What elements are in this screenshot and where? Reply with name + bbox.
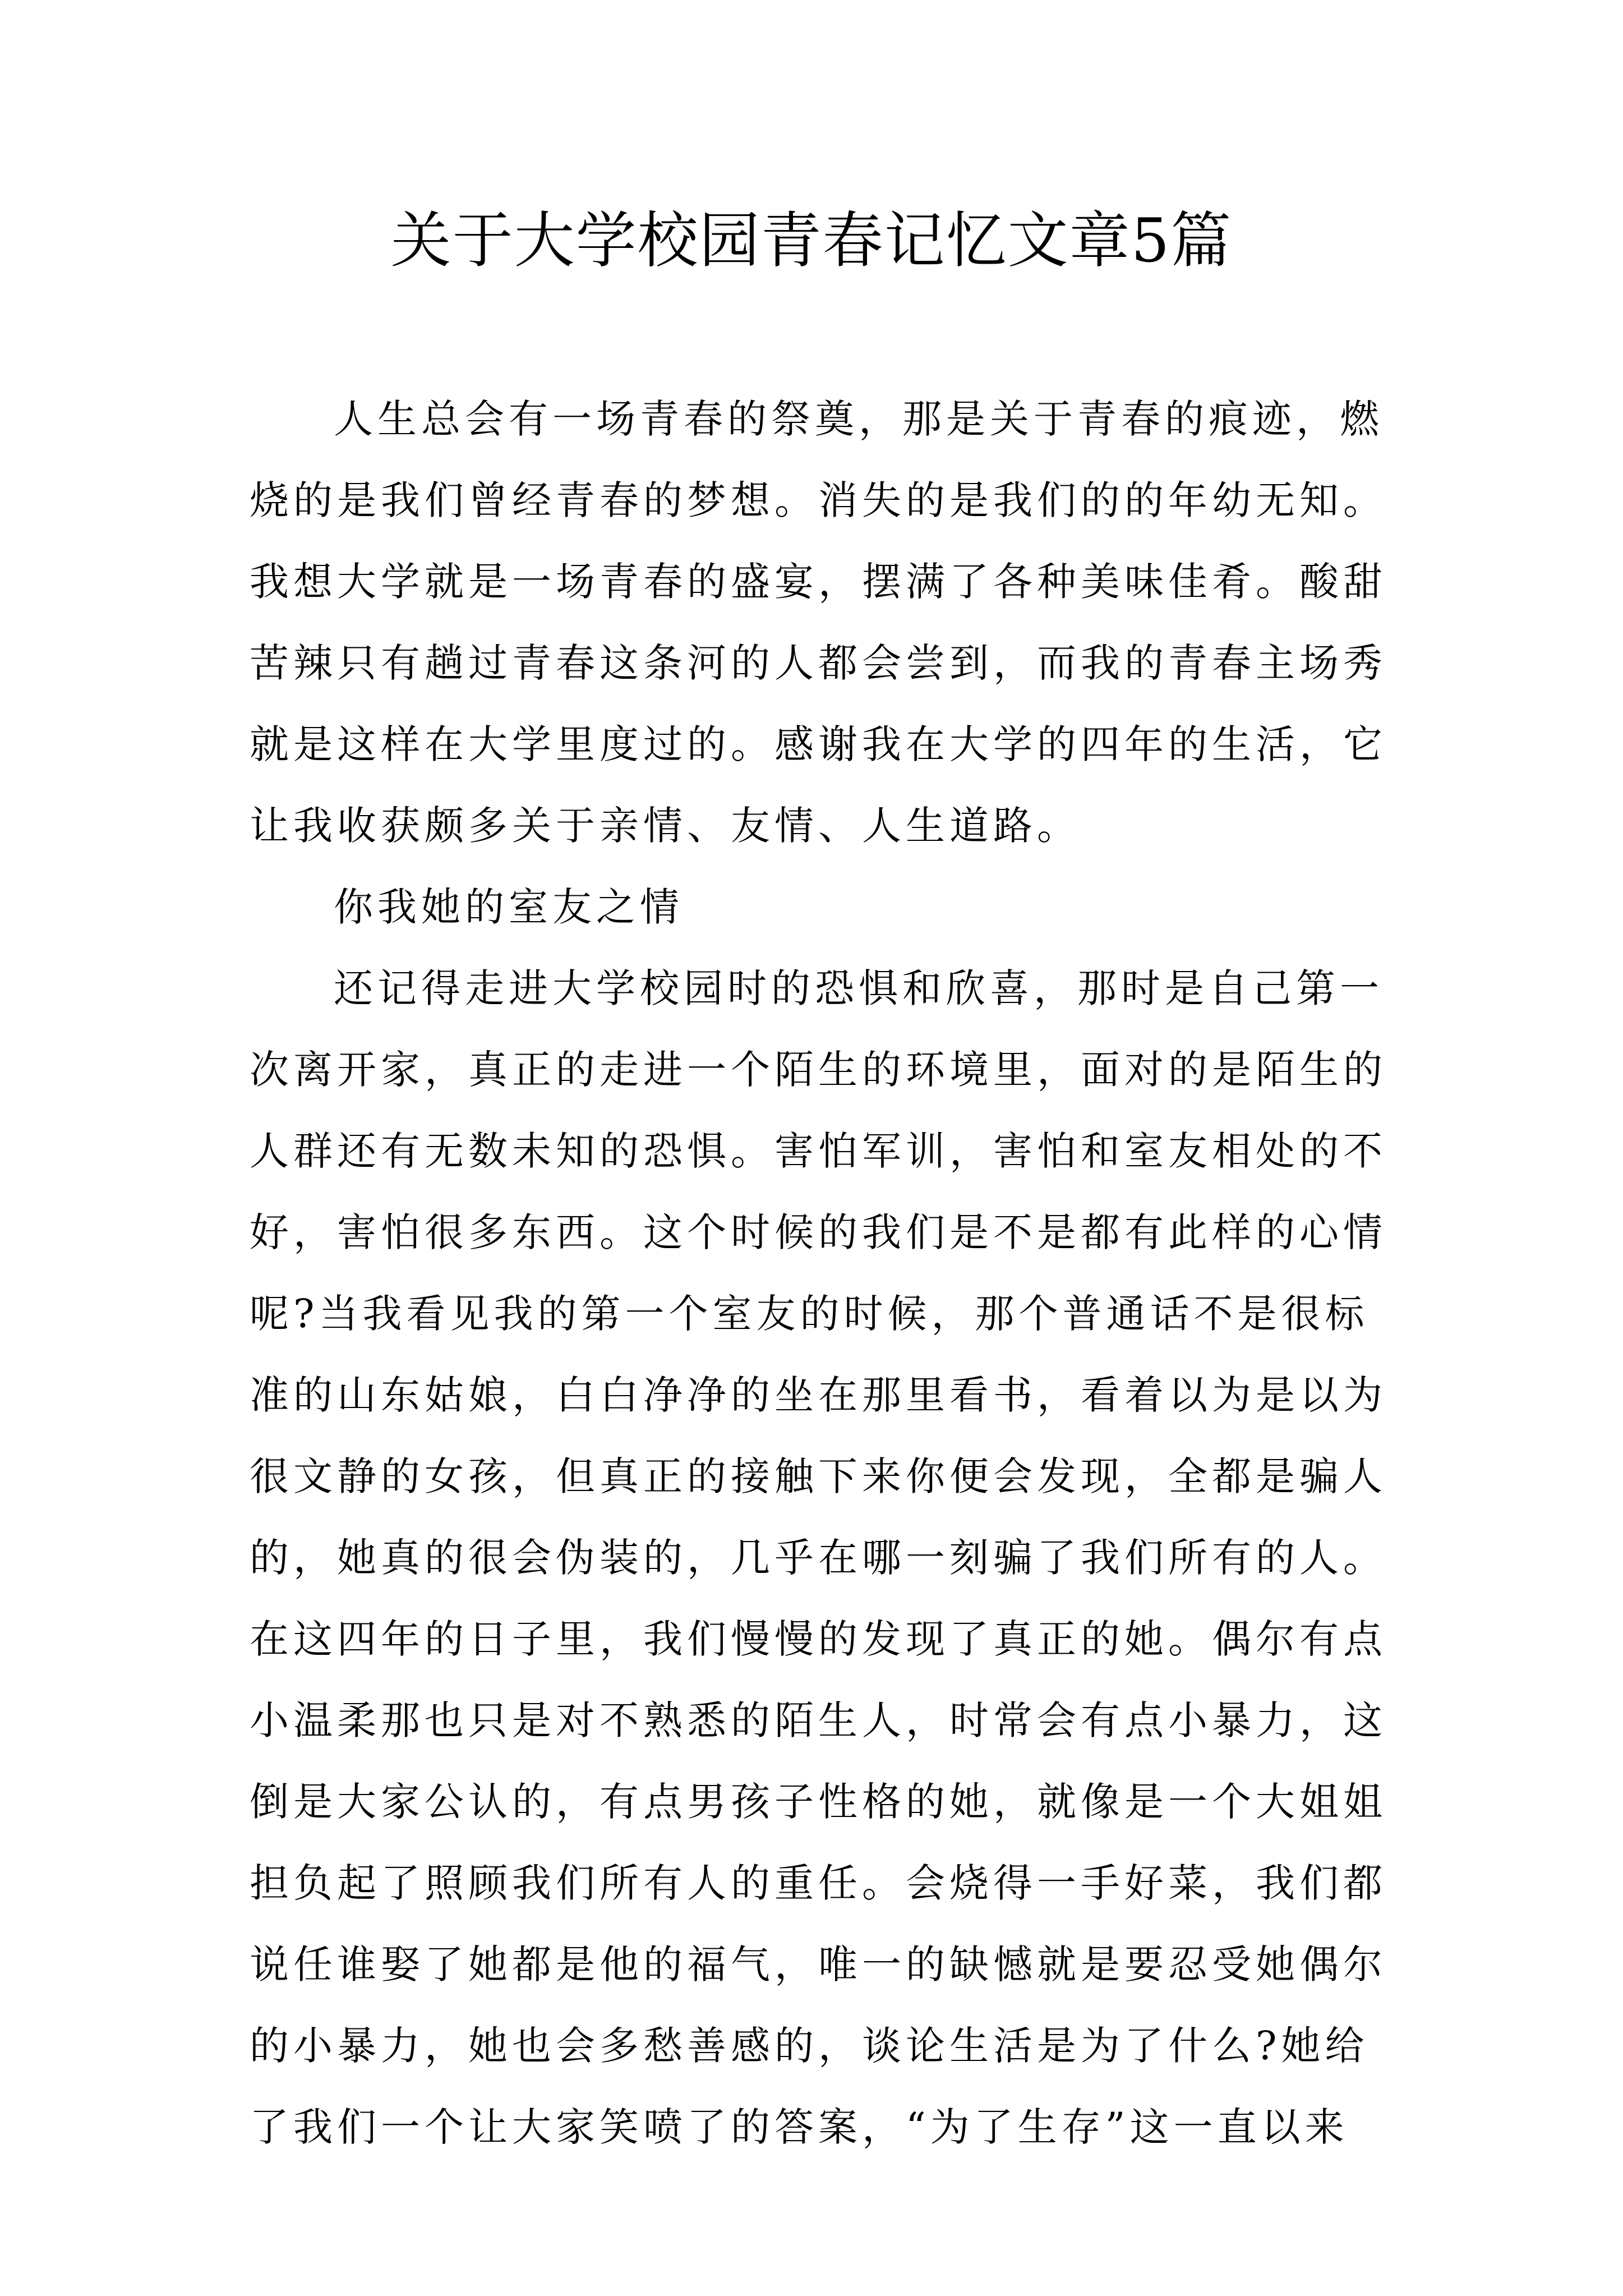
paragraph-line: 倒是大家公认的，有点男孩子性格的她，就像是一个大姐姐 [250,1779,1387,1825]
paragraph-line: 还记得走进大学校园时的恐惧和欣喜，那时是自己第一 [334,965,1384,1011]
paragraph-line: 让我收获颇多关于亲情、友情、人生道路。 [250,803,1081,849]
section-heading: 你我她的室友之情 [334,884,684,930]
paragraph-line: 准的山东姑娘，白白净净的坐在那里看书，看着以为是以为 [250,1372,1387,1418]
paragraph-line: 苦辣只有趟过青春这条河的人都会尝到，而我的青春主场秀 [250,640,1387,686]
paragraph-line: 很文静的女孩，但真正的接触下来你便会发现，全都是骗人 [250,1453,1387,1499]
paragraph-line: 我想大学就是一场青春的盛宴，摆满了各种美味佳肴。酸甜 [250,559,1387,605]
paragraph-line: 小温柔那也只是对不熟悉的陌生人，时常会有点小暴力，这 [250,1697,1387,1743]
paragraph-line: 就是这样在大学里度过的。感谢我在大学的四年的生活，它 [250,721,1387,767]
document-body [250,379,1394,2168]
paragraph-line: 次离开家，真正的走进一个陌生的环境里，面对的是陌生的 [250,1047,1387,1093]
paragraph-line: 烧的是我们曾经青春的梦想。消失的是我们的的年幼无知。 [250,477,1387,523]
paragraph-line: 的，她真的很会伪装的，几乎在哪一刻骗了我们所有的人。 [250,1535,1387,1581]
paragraph-line: 好，害怕很多东西。这个时候的我们是不是都有此样的心情 [250,1209,1387,1255]
paragraph-line: 担负起了照顾我们所有人的重任。会烧得一手好菜，我们都 [250,1860,1387,1906]
paragraph-line: 了我们一个让大家笑喷了的答案，“为了生存”这一直以来 [250,2104,1349,2150]
paragraph-line: 人群还有无数未知的恐惧。害怕军训，害怕和室友相处的不 [250,1128,1387,1174]
paragraph-line: 在这四年的日子里，我们慢慢的发现了真正的她。偶尔有点 [250,1616,1387,1662]
paragraph-line: 说任谁娶了她都是他的福气，唯一的缺憾就是要忍受她偶尔 [250,1941,1387,1987]
paragraph-line: 人生总会有一场青春的祭奠，那是关于青春的痕迹，燃 [334,396,1384,442]
paragraph-line: 的小暴力，她也会多愁善感的，谈论生活是为了什么?她给 [250,2023,1369,2069]
document-title: 关于大学校园青春记忆文章5篇 [390,206,1233,276]
paragraph-line: 呢?当我看见我的第一个室友的时候，那个普通话不是很标 [250,1291,1369,1337]
